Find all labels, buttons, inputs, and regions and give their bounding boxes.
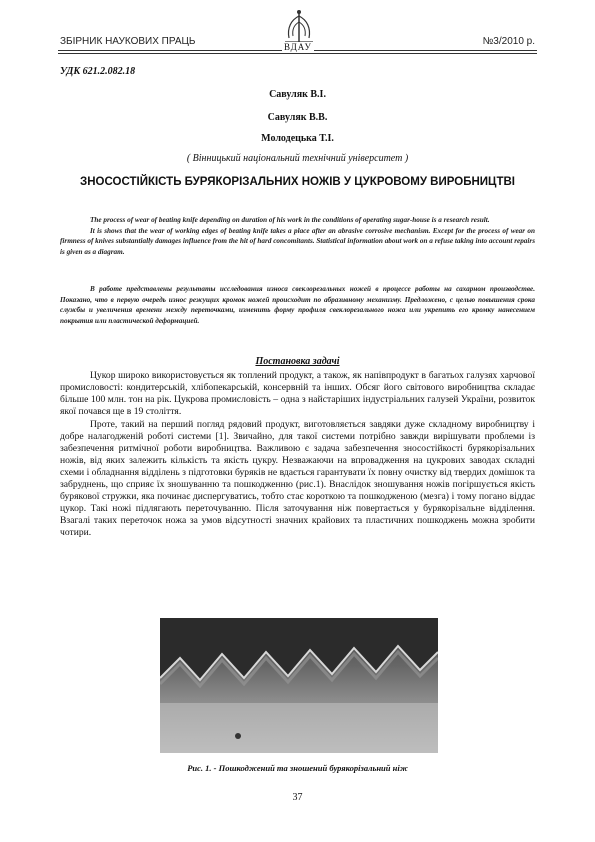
figure-caption: Рис. 1. - Пошкоджений та зношений бурякорізальний ніж (187, 763, 408, 773)
affiliation: ( Вінницький національний технічний університет ) (186, 153, 409, 164)
author-name: Савуляк В.І. (269, 89, 326, 100)
page-number: 37 (292, 792, 303, 803)
abstract-ru-paragraph: В работе представлены результаты исследования износа свеклорезальных ножей в процессе работы на сахарном производстве. Показано, что в первую очередь износ режущих кромок ножей происходит по абразивному механизму. Предложено, с целью повышения срока службы и увеличения времени между переточками, изменить форму профиля свеклорезального ножа или укрепить его кромку нанесением покрытия или пластической деформацией. (60, 285, 535, 325)
paper-title: ЗНОСОСТІЙКІСТЬ БУРЯКОРІЗАЛЬНИХ НОЖІВ У ЦУКРОВОМУ ВИРОБНИЦТВІ (80, 176, 515, 188)
author-name: Молодецька Т.І. (261, 133, 334, 144)
abstract-russian (60, 284, 535, 326)
university-logo-icon (277, 8, 321, 60)
journal-name: ЗБІРНИК НАУКОВИХ ПРАЦЬ (60, 36, 196, 47)
body-text (60, 370, 535, 539)
issue-number: №3/2010 р. (482, 36, 535, 47)
damaged-knife-image (160, 618, 438, 753)
section-heading: Постановка задачі (255, 356, 340, 367)
abstract-english (60, 215, 535, 257)
body-paragraph: Цукор широко використовується як топлений продукт, а також, як напівпродукт в багатьох галузях харчової промисловості: кондитерській, хлібопекарській, консервній та інших. Обсяг його світового виробництва складає більше 100 млн. тон на рік. Цукрова промисловість – одна з найстаріших індустріальних галузей України, розвиток якої почався ще в 19 століття. (60, 370, 535, 417)
knife-photo (160, 618, 438, 753)
udk-code: УДК 621.2.082.18 (60, 66, 136, 77)
abstract-en-paragraph: It is shows that the wear of working edges of beating knife takes a place after an abrasive corrosive mechanism. Except for the process of wear on firmness of knives substantially damages influence from the hit of hard concomitants. Statistical information about work on a refuse taking into account repairs is given as a diagram. (60, 226, 535, 256)
logo-text: ВДАУ (284, 42, 312, 52)
body-paragraph: Проте, такий на перший погляд рядовий продукт, виготовляється завдяки дуже складному виробництву і добре налагодженій роботі системи [1]. Звичайно, для такої системи потрібно завжди вирішувати проблеми із забезпечення ритмічної роботи виробництва. Важливою є задача забезпечення зносостійкості бурякорізальних ножів, від яких залежить кількість та якість цукру. Незважаючи на впровадження на цукрових заводах складні схеми і обладнання відділень з підготовки буряків не вдається гарантувати їх повну очистку від твердих домішок та забруднень, що сприяє їх зношуванню та пошкодженню (рис.1). Внаслідок зношування ножів погіршується якість бурякової стружки, яка починає диспергуватись, тобто стає короткою та пошкодженою (мезга) і тому погано віддає цукор. Такі ножі підлягають переточуванню. Після заточування ніж повертається у бурякорізальне відділення. Взагалі таких переточок ножа за умов відсутності значних крайових та пластичних пошкоджень можна зробити чотири. (60, 419, 535, 538)
author-name: Савуляк В.В. (267, 112, 328, 123)
abstract-en-paragraph: The process of wear of beating knife depending on duration of his work in the conditions of operating sugar-house is a research result. (90, 216, 490, 224)
